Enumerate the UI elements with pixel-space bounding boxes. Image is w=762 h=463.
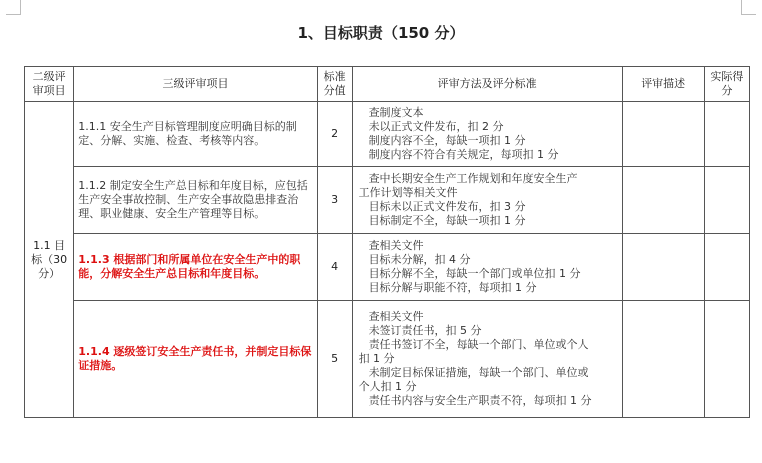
evaluation-description-cell[interactable]: [622, 301, 704, 418]
evaluation-description-cell[interactable]: [622, 167, 704, 234]
actual-score-cell[interactable]: [704, 234, 749, 301]
evaluation-description-cell[interactable]: [622, 102, 704, 167]
standard-score: 4: [317, 234, 352, 301]
table-row: [25, 301, 750, 418]
evaluation-method: 查相关文件 目标未分解，扣 4 分 目标分解不全，每缺一个部门或单位扣 1 分 目标分解与职能不符，每项扣 1 分: [352, 234, 622, 301]
standard-score: 5: [317, 301, 352, 418]
table-row: [25, 167, 750, 234]
header-method: 评审方法及评分标准: [352, 67, 622, 102]
actual-score-cell[interactable]: [704, 301, 749, 418]
table-row: [25, 102, 750, 167]
level3-item: 1.1.3 根据部门和所属单位在安全生产中的职能，分解安全生产总目标和年度目标。: [74, 234, 317, 301]
level2-item: 1.1 目标（30 分）: [25, 102, 74, 418]
table-header-row: [25, 67, 750, 102]
header-actual-score: 实际得分: [704, 67, 749, 102]
page-title: 1、目标职责（150 分）: [297, 24, 465, 42]
level3-item: 1.1.1 安全生产目标管理制度应明确目标的制定、分解、实施、检查、考核等内容。: [74, 102, 317, 167]
evaluation-method: 查相关文件 未签订责任书，扣 5 分 责任书签订不全，每缺一个部门、单位或个人 扣 1 分 未制定目标保证措施，每缺一个部门、单位或 个人扣 1 分 责任书内容与安全生产职责不符，每项扣 1 分: [352, 301, 622, 418]
page-corner-mark-right: [741, 0, 756, 15]
actual-score-cell[interactable]: [704, 102, 749, 167]
evaluation-description-cell[interactable]: [622, 234, 704, 301]
level3-item: 1.1.4 逐级签订安全生产责任书，并制定目标保证措施。: [74, 301, 317, 418]
standard-score: 3: [317, 167, 352, 234]
level3-item: 1.1.2 制定安全生产总目标和年度目标，应包括生产安全事故控制、生产安全事故隐患排查治理、职业健康、安全生产管理等目标。: [74, 167, 317, 234]
evaluation-method: 查制度文本 未以正式文件发布，扣 2 分 制度内容不全，每缺一项扣 1 分 制度内容不符合有关规定，每项扣 1 分: [352, 102, 622, 167]
header-level3: 三级评审项目: [74, 67, 317, 102]
header-description: 评审描述: [622, 67, 704, 102]
evaluation-method: 查中长期安全生产工作规划和年度安全生产 工作计划等相关文件 目标未以正式文件发布，扣 3 分 目标制定不全，每缺一项扣 1 分: [352, 167, 622, 234]
actual-score-cell[interactable]: [704, 167, 749, 234]
table-row: [25, 234, 750, 301]
header-score: 标准分值: [317, 67, 352, 102]
page-corner-mark-left: [6, 0, 21, 15]
standard-score: 2: [317, 102, 352, 167]
evaluation-table: [24, 66, 750, 418]
header-level2: 二级评审项目: [25, 67, 74, 102]
